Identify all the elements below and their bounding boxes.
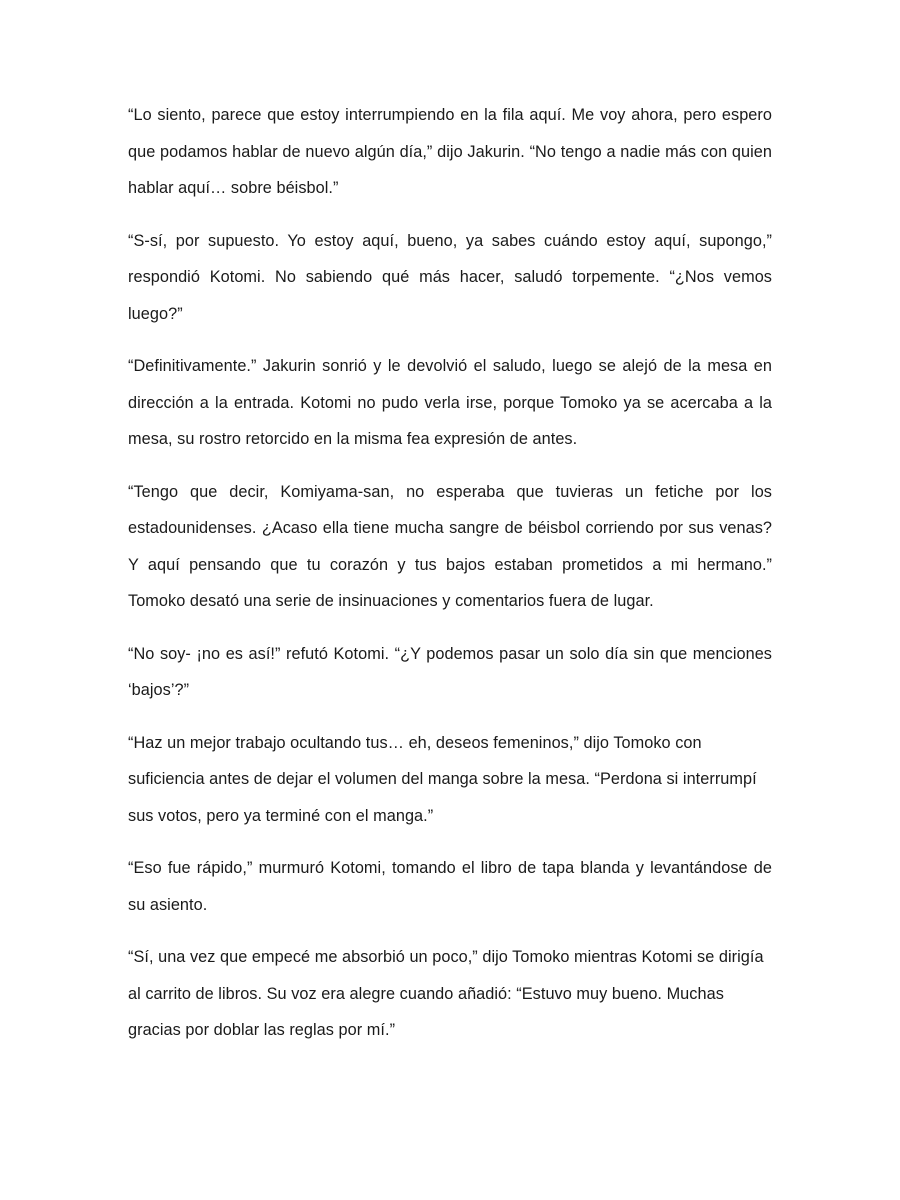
paragraph: “Definitivamente.” Jakurin sonrió y le devolvió el saludo, luego se alejó de la mesa en dirección a la entrada. Kotomi no pudo verla irse, porque Tomoko ya se acercaba a la mesa, su rostro retorcido en la misma fea expresión de antes. <box>128 357 772 448</box>
paragraph: “Eso fue rápido,” murmuró Kotomi, tomando el libro de tapa blanda y levantándose de su asiento. <box>128 859 772 914</box>
paragraph: “Sí, una vez que empecé me absorbió un poco,” dijo Tomoko mientras Kotomi se dirigía al carrito de libros. Su voz era alegre cuando añadió: “Estuvo muy bueno. Muchas gracias por doblar las reglas por mí.” <box>128 948 764 1039</box>
body-text <box>128 97 772 1065</box>
paragraph: “No soy- ¡no es así!” refutó Kotomi. “¿Y podemos pasar un solo día sin que menciones ‘bajos’?” <box>128 644 772 699</box>
paragraph: “Tengo que decir, Komiyama-san, no esperaba que tuvieras un fetiche por los estadounidenses. ¿Acaso ella tiene mucha sangre de béisbol corriendo por sus venas? Y aquí pensando que tu corazón y tus bajos estaban prometidos a mi hermano.” Tomoko desató una serie de insinuaciones y comentarios fuera de lugar. <box>128 482 772 610</box>
paragraph: “Haz un mejor trabajo ocultando tus… eh, deseos femeninos,” dijo Tomoko con suficiencia antes de dejar el volumen del manga sobre la mesa. “Perdona si interrumpí sus votos, pero ya terminé con el manga.” <box>128 733 757 825</box>
paragraph: “Lo siento, parece que estoy interrumpiendo en la fila aquí. Me voy ahora, pero espero que podamos hablar de nuevo algún día,” dijo Jakurin. “No tengo a nadie más con quien hablar aquí… sobre béisbol.” <box>128 106 772 197</box>
paragraph: “S-sí, por supuesto. Yo estoy aquí, bueno, ya sabes cuándo estoy aquí, supongo,” respondió Kotomi. No sabiendo qué más hacer, saludó torpemente. “¿Nos vemos luego?” <box>128 231 772 323</box>
